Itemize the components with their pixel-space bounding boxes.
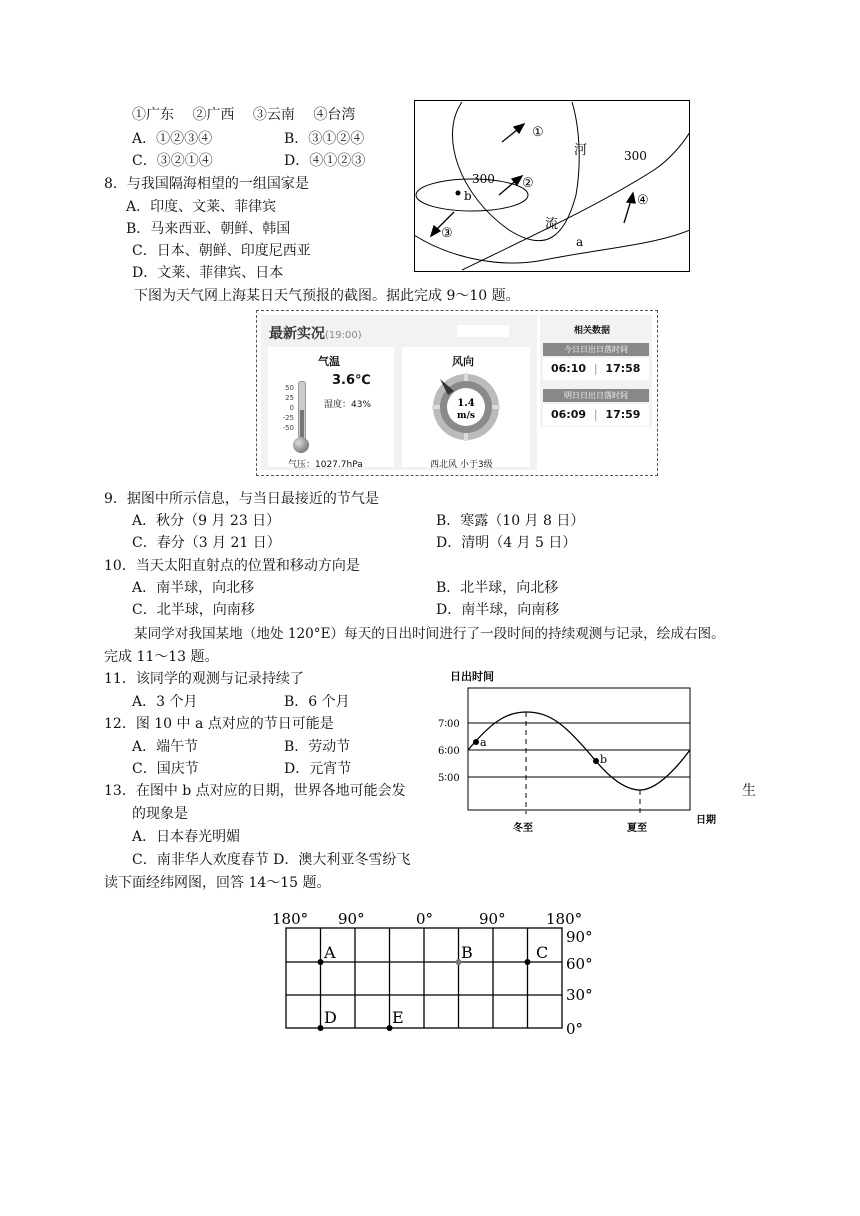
chart-ylabel: 日出时间	[450, 670, 494, 683]
related-label: 相关数据	[574, 326, 611, 336]
intro-14-15: 读下面经纬网图，回答 14～15 题。	[104, 875, 331, 891]
point-a-label: a	[480, 736, 487, 749]
q10-option-c: C．北半球，向南移	[132, 602, 255, 618]
sunrise-chart	[430, 664, 730, 836]
compass-icon	[430, 371, 502, 443]
q9-stem: 9．据图中所示信息，与当日最接近的节气是	[104, 491, 379, 507]
map-border	[415, 101, 690, 272]
q8-option-b: B．马来西亚、朝鲜、韩国	[126, 221, 291, 237]
point-C	[525, 959, 531, 965]
tomorrow-sunrise: 06:09	[551, 408, 587, 421]
separator: |	[593, 408, 598, 421]
q12-option-a: A．端午节	[132, 739, 199, 755]
label-liu: 流	[545, 217, 559, 232]
q12-option-c: C．国庆节	[132, 761, 199, 777]
label-he: 河	[574, 143, 588, 158]
label-1: ①	[532, 125, 544, 140]
q9-option-d: D．清明（4 月 5 日）	[436, 535, 577, 551]
temperature-card	[268, 347, 394, 470]
lon-label-180w: 180°	[272, 910, 309, 928]
label-300-left: 300	[472, 172, 495, 186]
today-label: 今日日出日落时间	[543, 343, 649, 356]
q10-option-a: A．南半球，向北移	[132, 580, 255, 596]
tomorrow-label: 明日日出日落时间	[543, 389, 649, 402]
wind-card	[402, 347, 530, 470]
intro-11-13-line2: 完成 11～13 题。	[104, 649, 219, 665]
label-D: D	[324, 1008, 337, 1027]
related-data-panel	[540, 315, 652, 427]
today-times	[543, 358, 649, 380]
label-A: A	[324, 943, 336, 962]
point-D	[318, 1025, 324, 1031]
weather-widget	[256, 310, 658, 476]
q8-option-c: C．日本、朝鲜、印度尼西亚	[132, 243, 311, 259]
ytick-7: 7∶00	[438, 719, 460, 730]
label-C: C	[536, 943, 549, 962]
intro-9-10: 下图为天气网上海某日天气预报的截图。据此完成 9～10 题。	[134, 288, 520, 304]
point-b-label: b	[600, 753, 608, 766]
lat-label-30: 30°	[566, 986, 593, 1004]
tomorrow-times	[543, 404, 649, 426]
q12-stem: 12．图 10 中 a 点对应的节日可能是	[104, 716, 334, 732]
weather-time: (19:00)	[325, 330, 362, 341]
q13-stem-tail: 生	[742, 783, 756, 799]
scale-tick: -50	[282, 424, 294, 432]
q13-option-a: A．日本春光明媚	[132, 829, 241, 845]
q7-items: ①广东 ②广西 ③云南 ④台湾	[132, 107, 356, 123]
q11-option-b: B．6 个月	[284, 694, 350, 710]
q8-option-a: A．印度、文莱、菲律宾	[126, 199, 277, 215]
q10-option-b: B．北半球，向北移	[436, 580, 559, 596]
separator: |	[593, 362, 598, 375]
chart-frame	[468, 688, 690, 810]
humidity: 湿度：43%	[324, 400, 372, 410]
today-sunset: 17:58	[605, 362, 641, 375]
label-2: ②	[522, 176, 534, 191]
q10-stem: 10．当天太阳直射点的位置和移动方向是	[104, 558, 360, 574]
lon-label-180e: 180°	[546, 910, 583, 928]
scale-tick: 25	[285, 394, 294, 402]
q9-option-b: B．寒露（10 月 8 日）	[436, 513, 585, 529]
q13-option-cd: C．南非华人欢度春节 D．澳大利亚冬雪纷飞	[132, 852, 411, 868]
point-A	[318, 959, 324, 965]
lat-label-0: 0°	[566, 1020, 584, 1038]
temp-label: 气温	[318, 355, 340, 368]
q10-option-d: D．南半球，向南移	[436, 602, 560, 618]
lon-label-0: 0°	[416, 910, 434, 928]
ytick-6: 6∶00	[438, 746, 460, 757]
scale-tick: -25	[282, 414, 294, 422]
thermometer-icon	[298, 381, 306, 441]
today-sunrise: 06:10	[551, 362, 587, 375]
q7-option-a: A．①②③④	[132, 131, 213, 147]
weather-main-panel	[261, 315, 537, 470]
temp-value: 3.6℃	[332, 373, 371, 388]
label-b: b	[464, 189, 472, 203]
q11-option-a: A．3 个月	[132, 694, 198, 710]
label-4: ④	[637, 193, 649, 208]
q8-option-d: D．文莱、菲律宾、日本	[132, 265, 284, 281]
wind-unit: m/s	[457, 411, 475, 421]
label-a: a	[576, 235, 584, 249]
xtick-winter-solstice: 冬至	[513, 823, 533, 834]
chart-xlabel: 日期	[696, 815, 716, 826]
tomorrow-sunset: 17:59	[605, 408, 641, 421]
lat-label-90: 90°	[566, 928, 593, 946]
temp-scale	[280, 383, 294, 433]
q7-option-b: B．③①②④	[284, 131, 365, 147]
q9-option-c: C．春分（3 月 21 日）	[132, 535, 281, 551]
weather-title	[269, 323, 362, 343]
point-b	[593, 758, 599, 764]
q9-option-a: A．秋分（9 月 23 日）	[132, 513, 281, 529]
lat-label-60: 60°	[566, 955, 593, 973]
wind-desc: 西北风 小于3级	[430, 460, 493, 470]
intro-11-13-line1: 某同学对我国某地（地处 120°E）每天的日出时间进行了一段时间的持续观测与记录，绘成右图。	[134, 626, 725, 642]
weather-title-text: 最新实况	[269, 326, 325, 342]
point-a	[473, 739, 479, 745]
river-contour-map	[414, 100, 690, 272]
q7-option-d: D．④①②③	[284, 153, 366, 169]
q8-stem: 8．与我国隔海相望的一组国家是	[104, 176, 309, 192]
lon-label-90w: 90°	[338, 910, 365, 928]
q12-option-d: D．元宵节	[284, 761, 352, 777]
q7-option-c: C．③②①④	[132, 153, 213, 169]
label-3: ③	[441, 226, 453, 241]
label-300-right: 300	[624, 149, 647, 163]
label-E: E	[392, 1008, 404, 1027]
q12-option-b: B．劳动节	[284, 739, 351, 755]
blank-box	[457, 325, 509, 337]
wind-speed: 1.4	[457, 398, 475, 409]
q11-stem: 11．该同学的观测与记录持续了	[104, 671, 304, 687]
xtick-summer-solstice: 夏至	[627, 823, 647, 834]
lat-lon-grid-map	[266, 904, 606, 1044]
thermometer-bulb-icon	[293, 437, 309, 453]
q13-stem: 13．在图中 b 点对应的日期，世界各地可能会发	[104, 783, 406, 799]
lon-label-90e: 90°	[479, 910, 506, 928]
scale-tick: 0	[289, 404, 294, 412]
label-B: B	[461, 943, 473, 962]
wind-label: 风向	[452, 355, 474, 368]
ytick-5: 5∶00	[438, 773, 460, 784]
scale-tick: 50	[285, 384, 294, 392]
q13-stem2: 的现象是	[132, 806, 188, 822]
point-b	[456, 191, 461, 196]
sunrise-curve	[468, 712, 690, 790]
pressure: 气压：1027.7hPa	[288, 460, 363, 470]
